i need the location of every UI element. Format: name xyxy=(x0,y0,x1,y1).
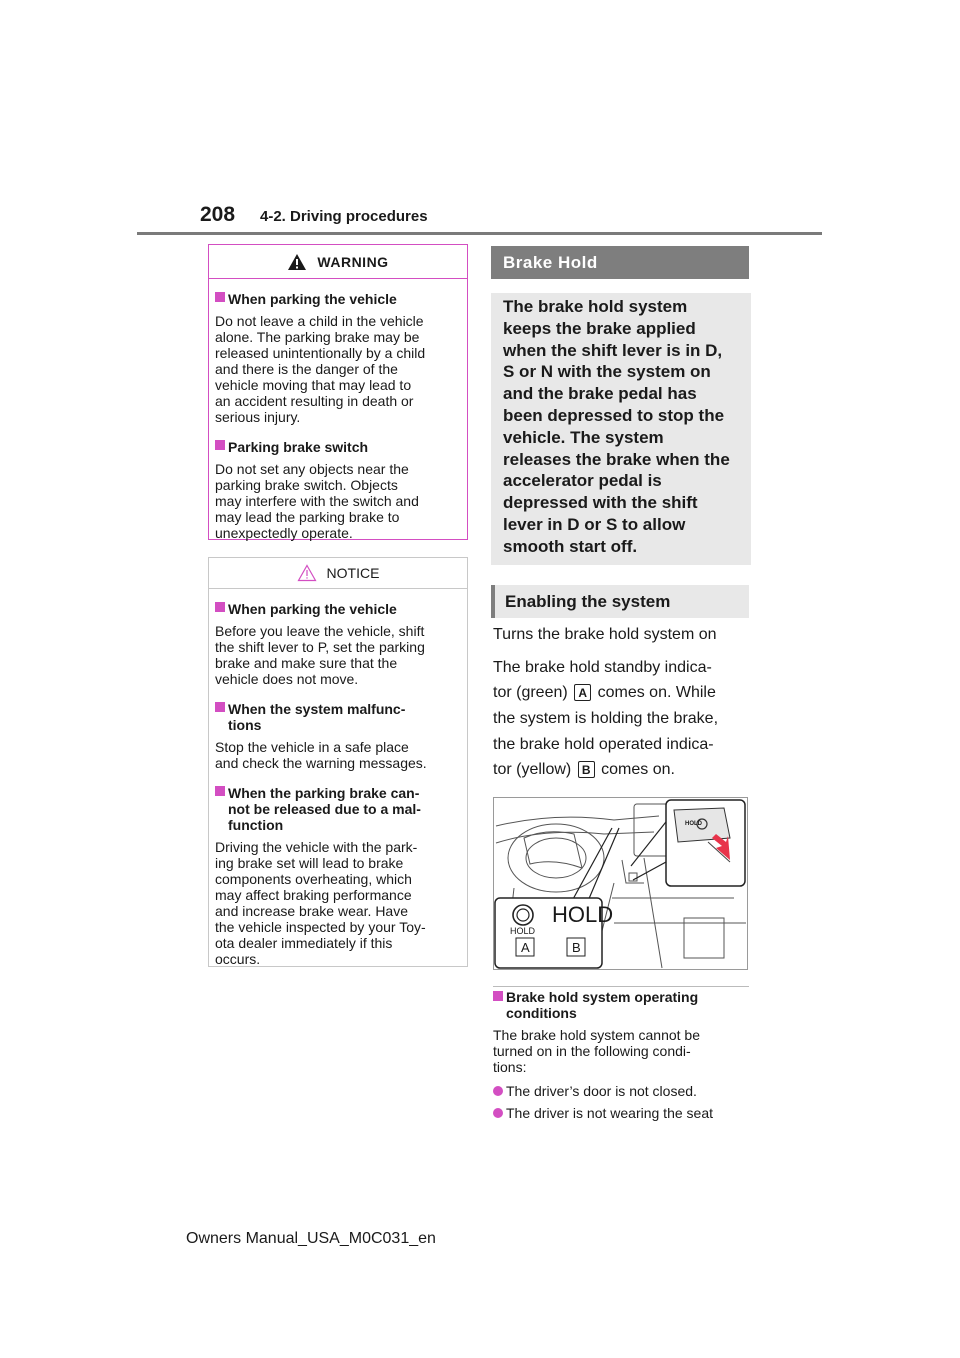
enabling-line: Turns the brake hold system on xyxy=(493,626,717,643)
warning-box xyxy=(208,244,468,540)
brake-hold-intro: The brake hold system keeps the brake applied when the shift lever is in D, S or N with the system on and the brake pedal has been depressed to stop the vehicle. The system releases the brake when the accelerator pedal is depressed with the shift lever in D or S to allow smooth start off. xyxy=(503,297,730,556)
warning-item-title: Parking brake switch xyxy=(215,439,461,455)
condition-bullet: The driver’s door is not closed. xyxy=(493,1083,697,1099)
square-bullet-icon xyxy=(215,786,225,796)
notice-box xyxy=(208,557,468,967)
warning-item-title: When parking the vehicle xyxy=(215,291,461,307)
square-bullet-icon xyxy=(215,602,225,612)
notice-label: NOTICE xyxy=(326,565,380,581)
square-bullet-icon xyxy=(215,292,225,302)
enabling-line: The brake hold standby indica- xyxy=(493,659,712,676)
footer-manual-id: Owners Manual_USA_M0C031_en xyxy=(186,1230,436,1247)
notice-triangle-icon xyxy=(297,564,317,582)
square-bullet-icon xyxy=(493,991,503,1001)
header-rule xyxy=(137,232,822,235)
section-title: 4-2. Driving procedures xyxy=(260,208,428,225)
tag-b: B xyxy=(578,761,595,778)
condition-bullet: The driver is not wearing the seat xyxy=(493,1105,713,1121)
enabling-heading: Enabling the system xyxy=(491,585,749,618)
circle-bullet-icon xyxy=(493,1086,503,1096)
notice-item-text: Driving the vehicle with the park- ing brake set will lead to brake components overheating, which may affect braking performance and increase brake wear. Have the vehicle inspected by your Toy- ota dealer immediately if this occurs. xyxy=(215,839,426,967)
circle-bullet-icon xyxy=(493,1108,503,1118)
figure-label-a: A xyxy=(521,940,530,955)
notice-item-title: When parking the vehicle xyxy=(215,601,461,617)
square-bullet-icon xyxy=(215,702,225,712)
enabling-line: tor (yellow) B comes on. xyxy=(493,761,675,778)
figure-label-b: B xyxy=(572,940,581,955)
notice-item-title: When the system malfunc- tions xyxy=(215,701,461,733)
indicator-b-text: HOLD xyxy=(552,902,614,927)
notice-header xyxy=(209,558,467,589)
warning-triangle-icon xyxy=(287,253,307,271)
notice-item-text: Before you leave the vehicle, shift the shift lever to P, set the parking brake and make sure that the vehicle does not move. xyxy=(215,623,425,687)
warning-item-text: Do not leave a child in the vehicle alone. The parking brake may be released unintentionally by a child and there is the danger of the vehicle moving that may lead to an accident resulting in death or serious injury. xyxy=(215,313,426,425)
brake-hold-intro-box xyxy=(491,293,751,565)
indicator-a-text: HOLD xyxy=(510,926,536,936)
brake-hold-heading: Brake Hold xyxy=(491,246,749,279)
warning-header xyxy=(209,245,467,279)
conditions-title: Brake hold system operating conditions xyxy=(493,989,749,1021)
enabling-line: tor (green) A comes on. While xyxy=(493,684,716,701)
notice-item-title: When the parking brake can- not be released due to a mal- function xyxy=(215,785,461,833)
page-number: 208 xyxy=(200,203,236,226)
warning-label: WARNING xyxy=(317,253,389,270)
warning-item-text: Do not set any objects near the parking brake switch. Objects may interfere with the switch and may lead the parking brake to unexpectedly operate. xyxy=(215,461,419,541)
conditions-text: The brake hold system cannot be turned on in the following condi- tions: xyxy=(493,1027,701,1075)
enabling-line: the system is holding the brake, xyxy=(493,710,719,727)
enabling-line: the brake hold operated indica- xyxy=(493,736,714,753)
tag-a: A xyxy=(574,684,591,701)
notice-item-text: Stop the vehicle in a safe place and check the warning messages. xyxy=(215,739,427,771)
conditions-rule xyxy=(493,986,749,987)
hold-switch-label: HOLD xyxy=(685,821,702,827)
dashboard-drawing xyxy=(494,798,747,969)
square-bullet-icon xyxy=(215,440,225,450)
brake-hold-illustration xyxy=(493,797,748,970)
